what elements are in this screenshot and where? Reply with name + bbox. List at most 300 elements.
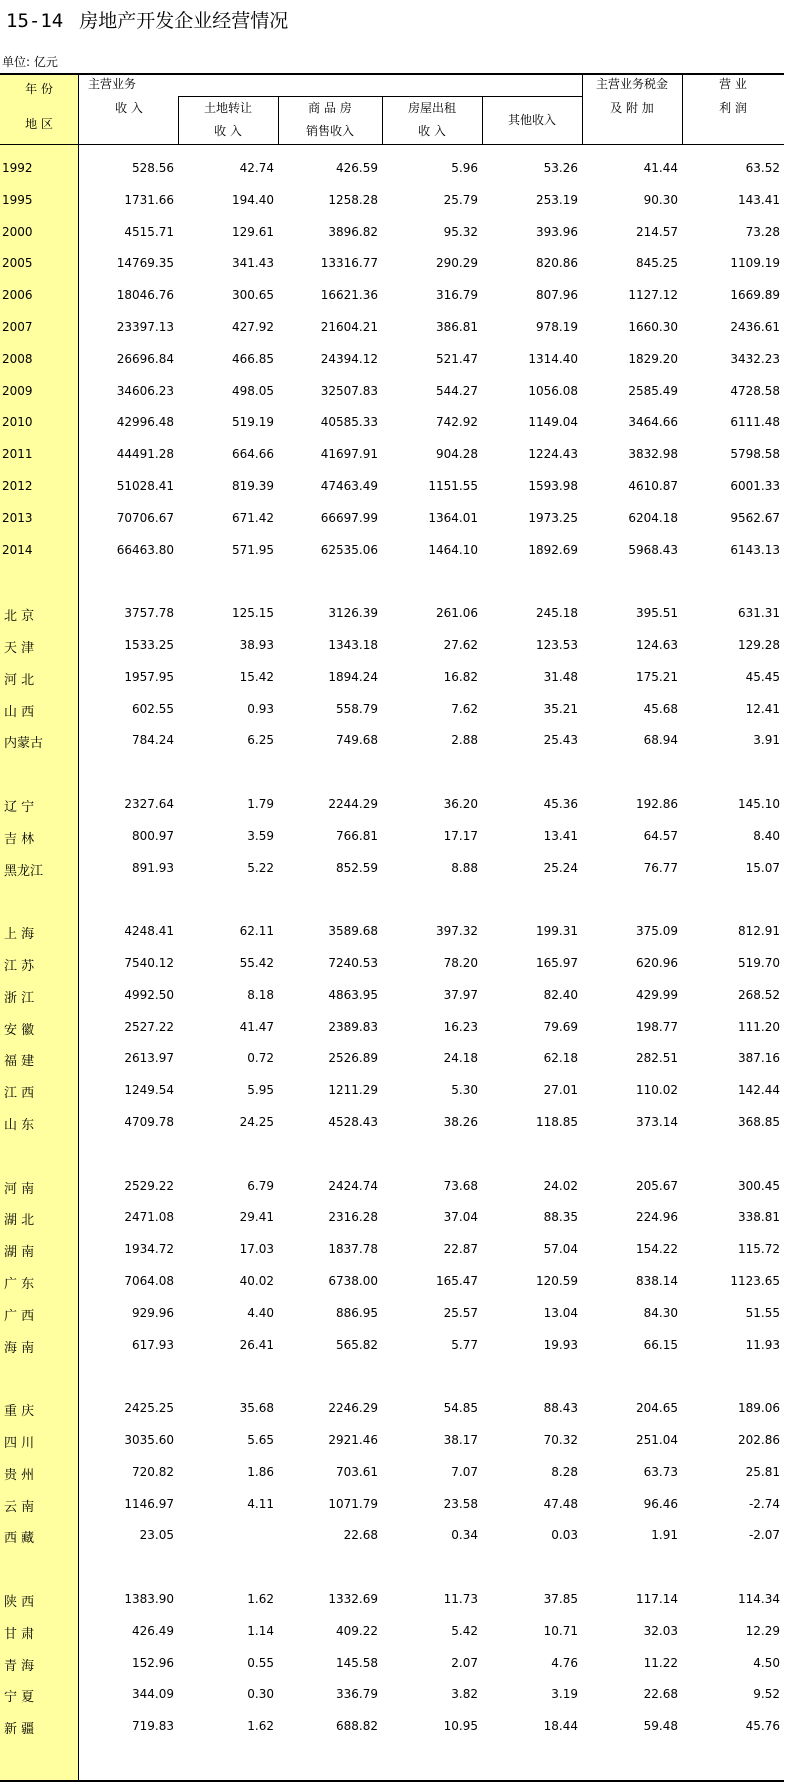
table-cell: 3.82 — [451, 1687, 478, 1702]
row-region: 广 东 — [4, 1277, 35, 1292]
table-cell: 2585.49 — [628, 383, 678, 398]
table-cell: 25.24 — [543, 860, 578, 875]
row-region: 四 川 — [4, 1436, 35, 1451]
table-cell: 18.44 — [543, 1719, 578, 1734]
table-cell: 3464.66 — [628, 415, 678, 430]
table-cell: 4863.95 — [328, 987, 378, 1002]
table-cell: 189.06 — [738, 1401, 780, 1416]
table-cell: 57.04 — [543, 1242, 578, 1257]
table-cell: 282.51 — [636, 1051, 678, 1066]
table-cell: 3.19 — [551, 1687, 578, 1702]
table-cell: 10.71 — [543, 1623, 578, 1638]
row-region: 甘 肃 — [4, 1626, 35, 1642]
table-cell: 300.65 — [232, 288, 274, 303]
table-cell: 664.66 — [232, 447, 274, 462]
table-cell: 1383.90 — [124, 1592, 174, 1606]
table-row — [0, 1042, 784, 1074]
table-cell: 5.77 — [451, 1337, 478, 1352]
table-row — [0, 979, 784, 1011]
table-cell: 300.45 — [738, 1178, 780, 1193]
table-cell: 2529.22 — [124, 1178, 174, 1193]
table-cell: 1364.01 — [428, 510, 478, 525]
table-cell: 891.93 — [132, 860, 174, 875]
table-cell: 617.93 — [132, 1337, 174, 1352]
table-cell: 1731.66 — [124, 192, 174, 207]
row-year: 1992 — [2, 161, 33, 175]
table-cell: 1332.69 — [328, 1592, 378, 1606]
table-cell: 7064.08 — [124, 1274, 174, 1288]
header-main-income-bottom: 收 入 — [115, 101, 143, 115]
table-cell: 807.96 — [536, 288, 578, 303]
table-cell: 73.28 — [745, 224, 780, 239]
table-cell: 3.91 — [753, 733, 780, 748]
table-row — [0, 1297, 784, 1329]
table-cell: 1224.43 — [528, 447, 578, 462]
table-cell: 37.85 — [543, 1592, 578, 1606]
table-row — [0, 1424, 784, 1456]
table-cell: 70.32 — [543, 1433, 578, 1447]
table-cell: 2.07 — [451, 1655, 478, 1670]
table-cell: 198.77 — [636, 1019, 678, 1034]
table-cell: 336.79 — [336, 1687, 378, 1702]
table-cell: 123.53 — [536, 638, 578, 652]
table-cell: 558.79 — [336, 701, 378, 716]
table-cell: 145.58 — [336, 1655, 378, 1670]
table-cell: 13.04 — [543, 1305, 578, 1320]
table-row — [0, 1011, 784, 1043]
table-cell: 38.93 — [239, 638, 274, 652]
table-cell: 1829.20 — [628, 351, 678, 366]
table-cell: 88.43 — [543, 1401, 578, 1416]
table-cell: 719.83 — [132, 1719, 174, 1734]
row-region: 黑龙江 — [4, 863, 44, 879]
table-cell: 35.68 — [239, 1401, 274, 1416]
table-cell: 1669.89 — [730, 288, 780, 303]
row-year: 2009 — [2, 383, 33, 398]
row-year: 2007 — [2, 320, 33, 334]
table-cell: 4610.87 — [628, 479, 678, 493]
table-cell: 6001.33 — [730, 479, 780, 493]
table-cell: 7.62 — [451, 701, 478, 716]
table-cell: 2921.46 — [328, 1433, 378, 1447]
table-cell: 152.96 — [132, 1655, 174, 1670]
table-cell: 1249.54 — [124, 1083, 174, 1098]
table-cell: 3432.23 — [730, 351, 780, 366]
table-cell: 8.18 — [247, 987, 274, 1002]
table-cell: 820.86 — [536, 256, 578, 271]
table-cell: 68.94 — [643, 733, 678, 748]
table-cell: 5.65 — [247, 1433, 274, 1447]
table-cell: 204.65 — [636, 1401, 678, 1416]
table-cell: 1.62 — [247, 1719, 274, 1734]
table-cell: 27.62 — [443, 638, 478, 652]
table-row — [0, 1615, 784, 1647]
table-cell: 393.96 — [536, 224, 578, 239]
table-cell: 25.79 — [443, 192, 478, 207]
table-cell: 8.88 — [451, 860, 478, 875]
table-cell: 3896.82 — [328, 224, 378, 239]
table-cell: 37.04 — [443, 1210, 478, 1225]
table-cell: 341.43 — [232, 256, 274, 271]
table-cell: 3.59 — [247, 828, 274, 843]
table-cell: 386.81 — [436, 320, 478, 334]
table-cell: 2327.64 — [124, 797, 174, 811]
row-year: 1995 — [2, 192, 33, 207]
table-cell: 703.61 — [336, 1464, 378, 1479]
row-region: 新 疆 — [4, 1722, 35, 1738]
table-cell: 63.73 — [643, 1464, 678, 1479]
table-cell: 904.28 — [436, 447, 478, 462]
header-rent-bottom: 收 入 — [418, 124, 446, 138]
table-cell: 2389.83 — [328, 1019, 378, 1034]
table-row — [0, 470, 784, 502]
table-cell: 2425.25 — [124, 1401, 174, 1416]
table-cell: 528.56 — [132, 161, 174, 175]
table-cell: 11.93 — [745, 1337, 780, 1352]
table-cell: 120.59 — [536, 1274, 578, 1288]
row-year: 2011 — [2, 447, 33, 462]
table-cell: 7.07 — [451, 1464, 478, 1479]
header-land-top: 土地转让 — [203, 101, 252, 115]
row-region: 河 北 — [4, 672, 35, 688]
table-cell: 24.25 — [239, 1115, 274, 1129]
table-cell: 4528.43 — [328, 1115, 378, 1129]
table-cell: 1934.72 — [124, 1242, 174, 1257]
table-cell: 0.34 — [451, 1528, 478, 1543]
table-cell: 1957.95 — [124, 669, 174, 684]
table-cell: 316.79 — [436, 288, 478, 303]
table-row — [0, 1201, 784, 1233]
table-cell: 9562.67 — [730, 510, 780, 525]
row-region: 青 海 — [4, 1658, 35, 1674]
table-row — [0, 1106, 784, 1138]
header-year: 年 份 — [25, 82, 53, 96]
table-cell: 10.95 — [443, 1719, 478, 1734]
table-cell: 4.11 — [247, 1496, 274, 1511]
header-land-bottom: 收 入 — [214, 124, 242, 138]
table-cell: 3589.68 — [328, 924, 378, 939]
table-cell: 8.28 — [551, 1464, 578, 1479]
table-cell: 35.21 — [543, 701, 578, 716]
table-cell: 1.62 — [247, 1592, 274, 1606]
table-cell: 1.91 — [651, 1528, 678, 1543]
row-region: 陕 西 — [4, 1595, 35, 1610]
table-cell: 143.41 — [738, 192, 780, 207]
table-cell: 37.97 — [443, 987, 478, 1002]
table-cell: 0.55 — [247, 1655, 274, 1670]
table-cell: 118.85 — [536, 1115, 578, 1129]
table-cell: 251.04 — [636, 1433, 678, 1447]
table-cell: 2526.89 — [328, 1051, 378, 1066]
row-year: 2005 — [2, 256, 33, 271]
table-cell: 24394.12 — [320, 351, 378, 366]
table-row — [0, 788, 784, 820]
table-cell: 9.52 — [753, 1687, 780, 1702]
table-cell: 51028.41 — [116, 479, 174, 493]
table-cell: 64.57 — [643, 828, 678, 843]
table-cell: 5.22 — [247, 860, 274, 875]
table-cell: 23397.13 — [116, 320, 174, 334]
table-cell: 427.92 — [232, 320, 274, 334]
table-cell: 429.99 — [636, 987, 678, 1002]
table-cell: 6143.13 — [730, 542, 780, 557]
table-cell: 1146.97 — [124, 1496, 174, 1511]
table-cell: 53.26 — [543, 161, 578, 175]
row-region: 内蒙古 — [4, 736, 44, 752]
table-cell: 4.50 — [753, 1655, 780, 1670]
row-year: 2006 — [2, 288, 33, 303]
row-region: 云 南 — [4, 1499, 35, 1515]
row-region: 贵 州 — [4, 1467, 35, 1483]
table-cell: 165.97 — [536, 956, 578, 970]
table-cell: 2471.08 — [124, 1210, 174, 1225]
table-cell: 78.20 — [443, 956, 478, 970]
table-cell: 0.93 — [247, 701, 274, 716]
table-cell: -2.07 — [748, 1528, 780, 1543]
table-cell: 12.41 — [745, 701, 780, 716]
header-house-bottom: 销售收入 — [305, 124, 354, 138]
table-row — [0, 724, 784, 756]
table-cell: 36.20 — [443, 797, 478, 811]
table-cell: 819.39 — [232, 479, 274, 493]
table-cell: 22.68 — [343, 1528, 378, 1543]
table-cell: 4515.71 — [124, 224, 174, 239]
table-top-rule — [0, 73, 784, 75]
table-cell: 47.48 — [543, 1496, 578, 1511]
table-cell: 2244.29 — [328, 797, 378, 811]
table-row — [0, 597, 784, 629]
table-cell: 6.79 — [247, 1178, 274, 1193]
table-cell: 766.81 — [336, 828, 378, 843]
table-cell: 27.01 — [543, 1083, 578, 1098]
table-cell: 38.26 — [443, 1115, 478, 1129]
table-cell: 397.32 — [436, 924, 478, 939]
table-cell: 6.25 — [247, 733, 274, 748]
table-cell: 3832.98 — [628, 447, 678, 462]
row-region: 吉 林 — [4, 831, 35, 847]
table-cell: -2.74 — [748, 1496, 780, 1511]
table-cell: 40585.33 — [320, 415, 378, 430]
table-cell: 202.86 — [738, 1433, 780, 1447]
table-cell: 205.67 — [636, 1178, 678, 1193]
table-cell: 41.47 — [239, 1019, 274, 1034]
subheader-rule — [178, 96, 582, 97]
table-cell: 84.30 — [643, 1305, 678, 1320]
table-cell: 245.18 — [536, 606, 578, 621]
row-year: 2013 — [2, 510, 33, 525]
table-cell: 13.41 — [543, 828, 578, 843]
table-cell: 1149.04 — [528, 415, 578, 430]
table-cell: 2.88 — [451, 733, 478, 748]
table-cell: 338.81 — [738, 1210, 780, 1225]
table-cell: 4709.78 — [124, 1115, 174, 1129]
table-cell: 96.46 — [643, 1496, 678, 1511]
table-cell: 115.72 — [738, 1242, 780, 1257]
header-region: 地 区 — [25, 117, 53, 131]
table-cell: 26.41 — [239, 1337, 274, 1352]
table-cell: 0.30 — [247, 1687, 274, 1702]
table-cell: 38.17 — [443, 1433, 478, 1447]
table-cell: 194.40 — [232, 192, 274, 207]
table-cell: 409.22 — [336, 1623, 378, 1638]
table-row — [0, 852, 784, 884]
table-row — [0, 820, 784, 852]
row-year: 2012 — [2, 479, 33, 493]
table-cell: 95.32 — [443, 224, 478, 239]
table-cell: 845.25 — [636, 256, 678, 271]
table-cell: 368.85 — [738, 1115, 780, 1129]
header-bottom-rule — [0, 144, 784, 145]
table-row — [0, 279, 784, 311]
table-row — [0, 1392, 784, 1424]
table-cell: 1464.10 — [428, 542, 478, 557]
table-cell: 1837.78 — [328, 1242, 378, 1257]
table-row — [0, 1678, 784, 1710]
table-row — [0, 1329, 784, 1361]
table-cell: 62.11 — [239, 924, 274, 939]
table-cell: 25.43 — [543, 733, 578, 748]
table-cell: 11.73 — [443, 1592, 478, 1606]
table-cell: 192.86 — [636, 797, 678, 811]
table-cell: 175.21 — [636, 669, 678, 684]
table-cell: 42.74 — [239, 161, 274, 175]
table-cell: 2424.74 — [328, 1178, 378, 1193]
table-cell: 344.09 — [132, 1687, 174, 1702]
table-cell: 2316.28 — [328, 1210, 378, 1225]
row-year: 2000 — [2, 224, 33, 239]
table-cell: 1.86 — [247, 1464, 274, 1479]
table-row — [0, 1074, 784, 1106]
table-cell: 16.23 — [443, 1019, 478, 1034]
table-cell: 14769.35 — [116, 256, 174, 271]
table-cell: 214.57 — [636, 224, 678, 239]
table-cell: 5798.58 — [730, 447, 780, 462]
row-region: 山 西 — [4, 704, 35, 720]
table-row — [0, 661, 784, 693]
row-region: 西 藏 — [4, 1531, 35, 1547]
table-cell: 45.76 — [745, 1719, 780, 1734]
table-cell: 25.57 — [443, 1305, 478, 1320]
table-cell: 24.02 — [543, 1178, 578, 1193]
table-cell: 62.18 — [543, 1051, 578, 1066]
table-cell: 1660.30 — [628, 320, 678, 334]
table-row — [0, 406, 784, 438]
table-cell: 5.42 — [451, 1623, 478, 1638]
table-cell: 145.10 — [738, 797, 780, 811]
table-row — [0, 247, 784, 279]
row-region: 河 南 — [4, 1181, 35, 1197]
table-cell: 688.82 — [336, 1719, 378, 1734]
row-region: 安 徽 — [4, 1022, 35, 1038]
table-cell: 290.29 — [436, 256, 478, 271]
table-row — [0, 1170, 784, 1202]
table-cell: 466.85 — [232, 351, 274, 366]
table-cell: 54.85 — [443, 1401, 478, 1416]
table-cell: 2613.97 — [124, 1051, 174, 1066]
table-cell: 0.03 — [551, 1528, 578, 1543]
table-cell: 125.15 — [232, 606, 274, 621]
table-cell: 21604.21 — [320, 320, 378, 334]
table-cell: 129.28 — [738, 638, 780, 652]
table-cell: 42996.48 — [116, 415, 174, 430]
table-cell: 519.19 — [232, 415, 274, 430]
table-row — [0, 534, 784, 566]
table-cell: 34606.23 — [116, 383, 174, 398]
table-cell: 90.30 — [643, 192, 678, 207]
table-row — [0, 1647, 784, 1679]
table-cell: 742.92 — [436, 415, 478, 430]
header-profit-bottom: 利 润 — [719, 101, 747, 115]
table-cell: 12.29 — [745, 1623, 780, 1638]
table-cell: 73.68 — [443, 1178, 478, 1193]
table-cell: 268.52 — [738, 987, 780, 1002]
table-cell: 15.42 — [239, 669, 274, 684]
table-title: 房地产开发企业经营情况 — [79, 10, 289, 32]
table-cell: 8.40 — [753, 828, 780, 843]
table-cell: 978.19 — [536, 320, 578, 334]
table-cell: 51.55 — [745, 1305, 780, 1320]
row-region: 宁 夏 — [4, 1690, 35, 1706]
table-row — [0, 915, 784, 947]
table-cell: 62535.06 — [320, 542, 378, 557]
table-cell: 5.95 — [247, 1083, 274, 1098]
table-cell: 2246.29 — [328, 1401, 378, 1416]
table-cell: 26696.84 — [116, 351, 174, 366]
table-cell: 124.63 — [636, 638, 678, 652]
table-cell: 720.82 — [132, 1464, 174, 1479]
table-cell: 426.49 — [132, 1623, 174, 1638]
table-cell: 1071.79 — [328, 1496, 378, 1511]
table-cell: 812.91 — [738, 924, 780, 939]
table-cell: 142.44 — [738, 1083, 780, 1098]
table-cell: 11.22 — [643, 1655, 678, 1670]
header-rent-top: 房屋出租 — [407, 101, 456, 115]
table-cell: 15.07 — [745, 860, 780, 875]
row-region: 湖 北 — [4, 1213, 35, 1229]
table-cell: 1533.25 — [124, 638, 174, 652]
table-cell: 1211.29 — [328, 1083, 378, 1098]
table-cell: 253.19 — [536, 192, 578, 207]
table-cell: 1123.65 — [730, 1274, 780, 1288]
table-cell: 40.02 — [239, 1274, 274, 1288]
table-cell: 426.59 — [336, 161, 378, 175]
table-cell: 1894.24 — [328, 669, 378, 684]
table-cell: 45.45 — [745, 669, 780, 684]
table-row — [0, 1519, 784, 1551]
table-cell: 7240.53 — [328, 956, 378, 970]
table-cell: 1056.08 — [528, 383, 578, 398]
table-cell: 671.42 — [232, 510, 274, 525]
table-cell: 41697.91 — [320, 447, 378, 462]
table-row — [0, 693, 784, 725]
table-cell: 886.95 — [336, 1305, 378, 1320]
table-row — [0, 343, 784, 375]
table-cell: 4.76 — [551, 1655, 578, 1670]
table-cell: 800.97 — [132, 828, 174, 843]
table-cell: 1593.98 — [528, 479, 578, 493]
table-cell: 544.27 — [436, 383, 478, 398]
table-cell: 32.03 — [643, 1623, 678, 1638]
row-region: 天 津 — [4, 641, 35, 656]
table-cell: 63.52 — [745, 161, 780, 175]
table-row — [0, 184, 784, 216]
table-bottom-rule — [0, 1780, 784, 1782]
table-cell: 1.79 — [247, 797, 274, 811]
table-cell: 1151.55 — [428, 479, 478, 493]
table-cell: 602.55 — [132, 701, 174, 716]
table-row — [0, 152, 784, 184]
table-cell: 23.05 — [139, 1528, 174, 1543]
